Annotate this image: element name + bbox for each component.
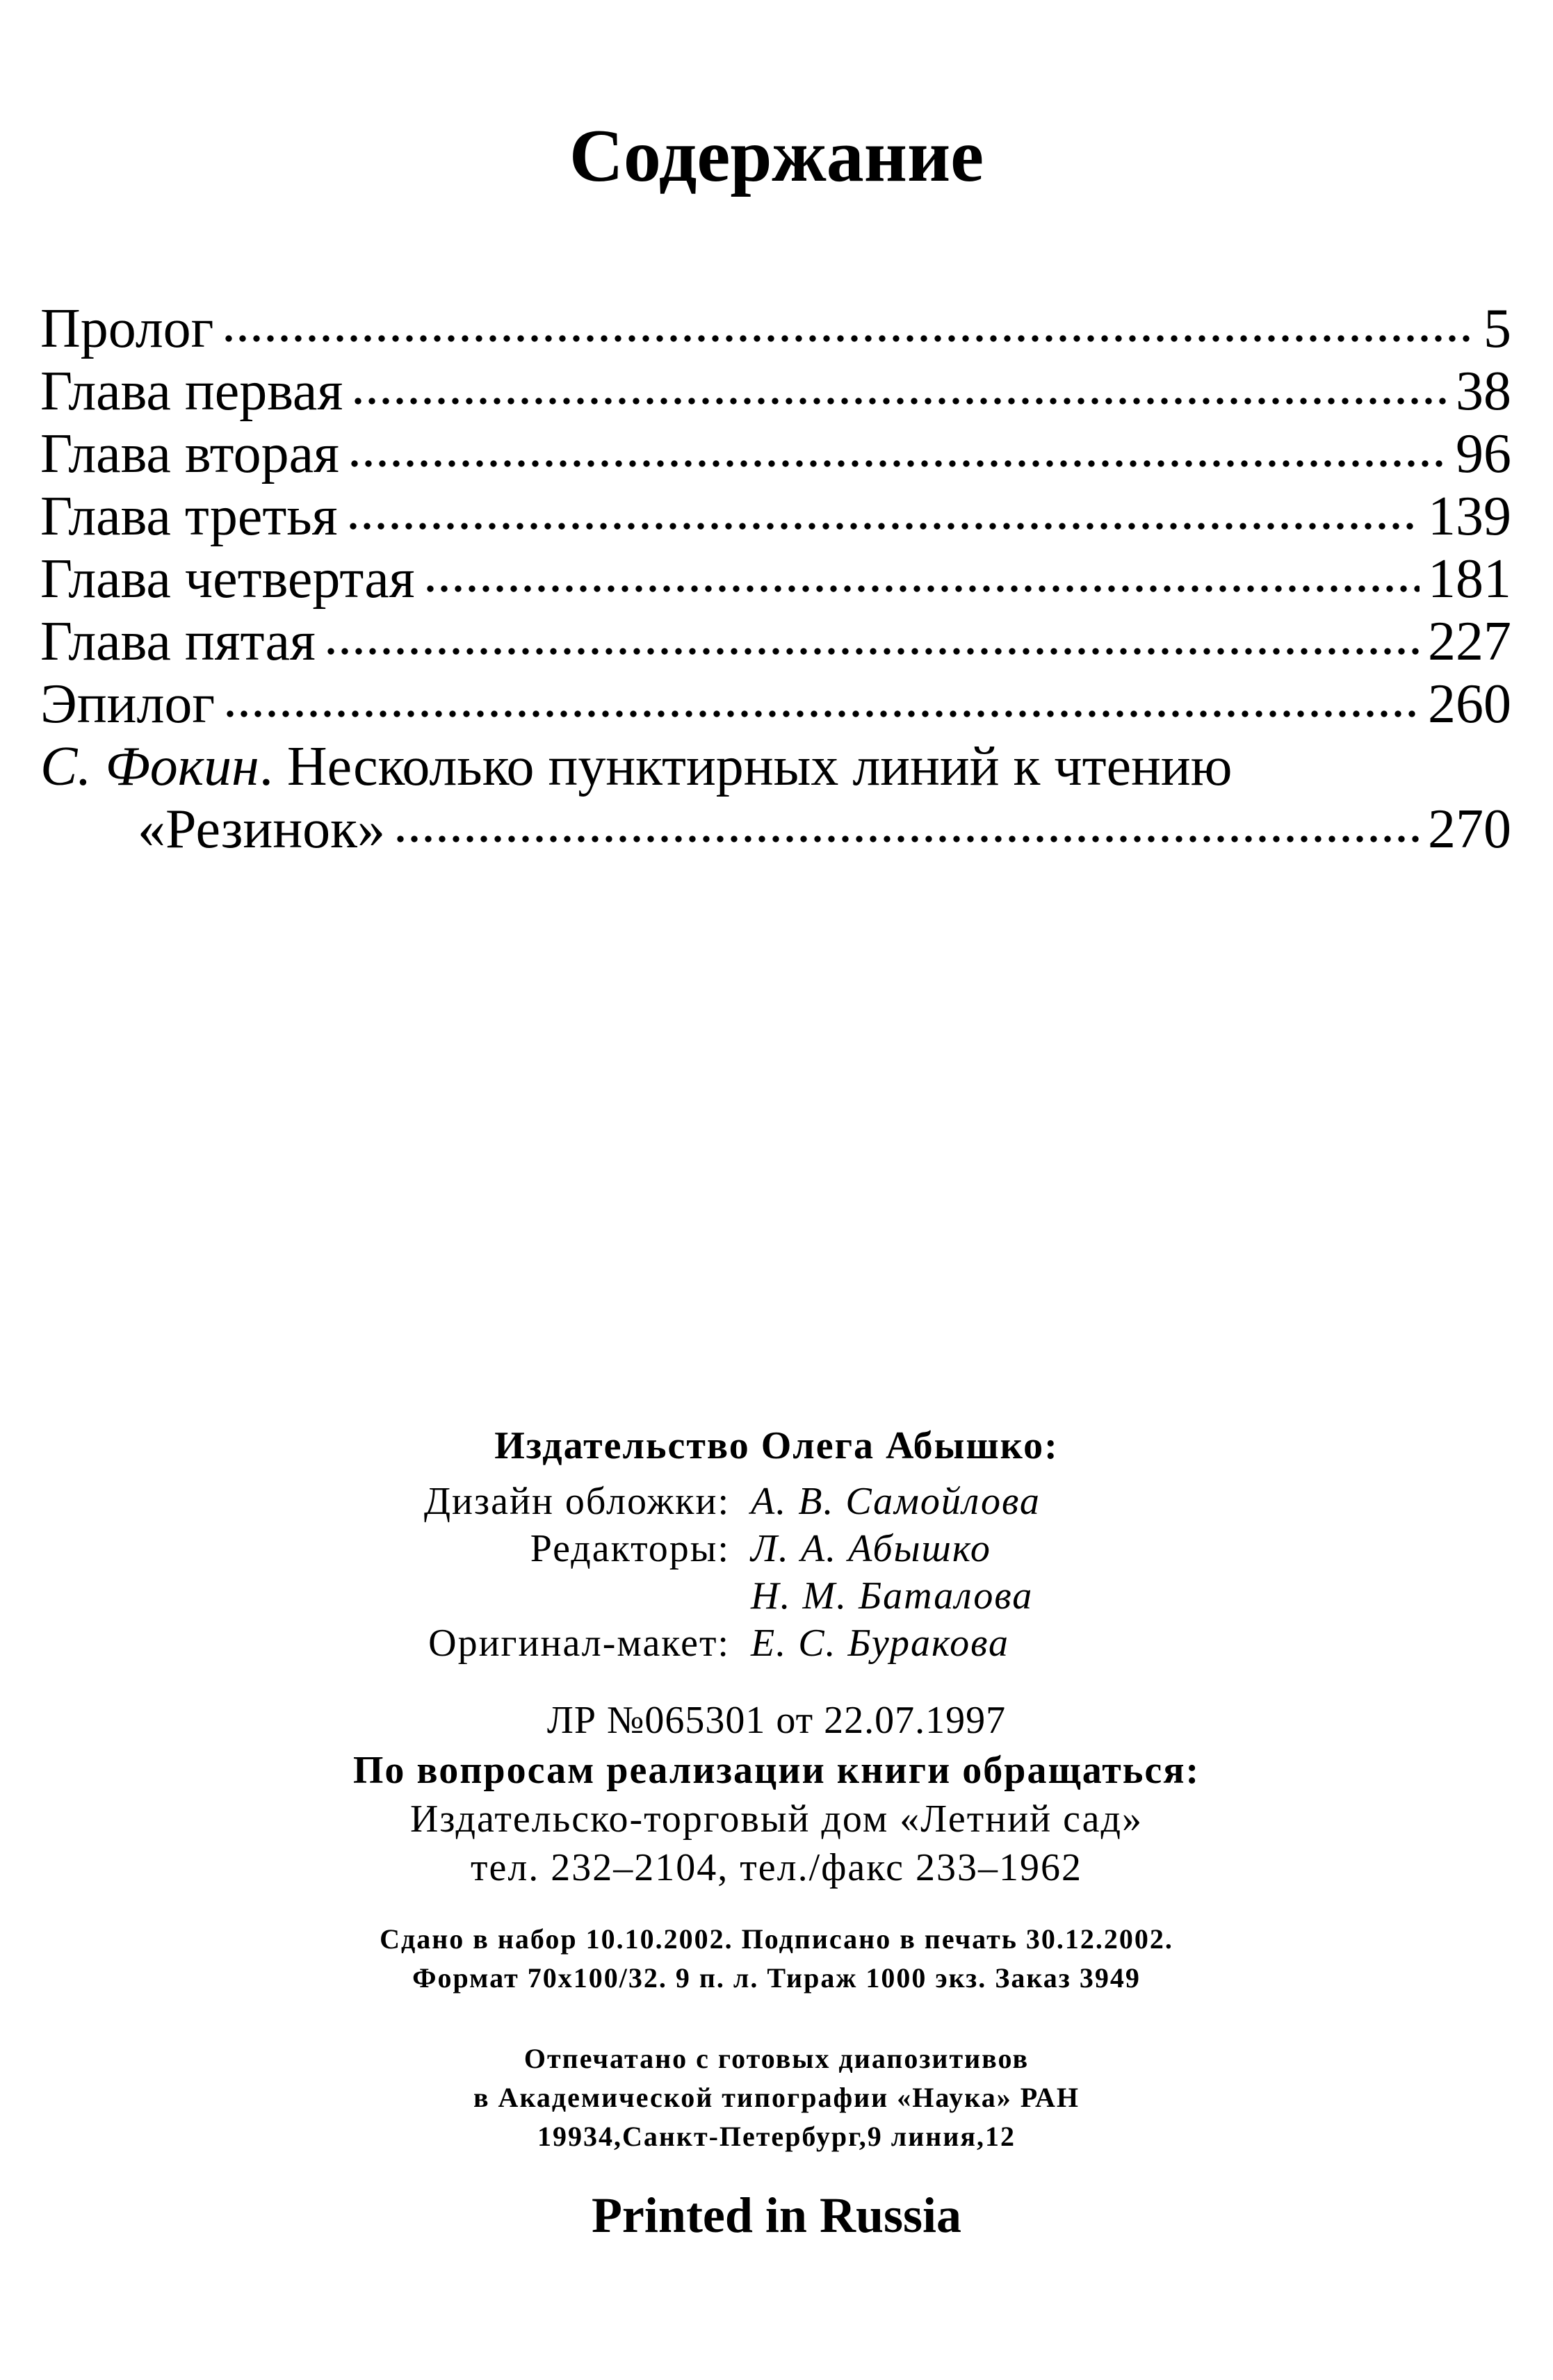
credit-row: [0, 1525, 1553, 1572]
printer-line: в Академической типографии «Наука» РАН: [473, 2082, 1080, 2113]
print-info: [0, 1920, 1553, 1998]
imprint: [0, 1418, 1553, 2247]
sales-heading: По вопросам реализации книги обращаться:: [352, 1749, 1201, 1792]
dot-leader: [393, 833, 1420, 845]
toc-page-number: 227: [1428, 611, 1511, 672]
credit-row: [0, 1572, 1553, 1620]
credit-row: [0, 1478, 1553, 1525]
dot-leader: [346, 520, 1420, 532]
toc-entry: [40, 298, 1511, 360]
page-title: Содержание: [569, 115, 984, 197]
publisher-name: Издательство Олега Абышко:: [494, 1424, 1059, 1467]
credit-role: [0, 1572, 751, 1620]
toc-label: Глава пятая: [40, 611, 316, 672]
print-info-line: Сдано в набор 10.10.2002. Подписано в печать 30.12.2002.: [380, 1923, 1173, 1955]
toc-entry: [40, 360, 1511, 423]
print-info-line: Формат 70x100/32. 9 п. л. Тираж 1000 экз. Заказ 3949: [412, 1962, 1141, 1994]
dot-leader: [222, 332, 1475, 345]
credit-name: Л. А. Абышко: [751, 1527, 991, 1570]
toc-page-number: 38: [1456, 361, 1511, 422]
toc-author: С. Фокин: [40, 736, 259, 797]
toc-page-number: 139: [1428, 486, 1511, 547]
toc-entry: [40, 423, 1511, 485]
toc-label: Глава вторая: [40, 423, 339, 484]
toc-entry: [40, 610, 1511, 673]
credit-role: Редакторы:: [530, 1527, 730, 1570]
toc-label: Глава третья: [40, 486, 338, 547]
credit-role: Дизайн обложки:: [423, 1480, 730, 1523]
license-number: ЛР №065301 от 22.07.1997: [546, 1699, 1007, 1742]
toc-page-number: 270: [1428, 799, 1511, 860]
toc-label: . Несколько пунктирных линий к чтению: [259, 736, 1233, 797]
toc-label: Глава четвертая: [40, 548, 415, 610]
table-of-contents: [40, 298, 1511, 861]
printer-line: Отпечатано с готовых диапозитивов: [523, 2043, 1030, 2074]
dot-leader: [423, 582, 1420, 595]
dot-leader: [351, 395, 1447, 407]
printer-line: 19934,Санкт-Петербург,9 линия,12: [537, 2121, 1016, 2152]
printer-info: [0, 2039, 1553, 2156]
toc-page-number: 181: [1428, 548, 1511, 610]
credit-name: А. В. Самойлова: [751, 1480, 1041, 1523]
toc-label: Глава первая: [40, 361, 343, 422]
toc-label: Эпилог: [40, 674, 216, 735]
toc-entry: [40, 485, 1511, 548]
toc-page-number: 96: [1456, 423, 1511, 484]
toc-label: Пролог: [40, 298, 214, 359]
toc-entry: [40, 548, 1511, 610]
toc-entry-afterword: [40, 735, 1511, 861]
printed-in: Printed in Russia: [591, 2187, 962, 2243]
toc-page-number: 5: [1483, 298, 1511, 359]
dot-leader: [223, 708, 1420, 720]
toc-label-continuation: «Резинок»: [138, 799, 386, 860]
credit-row: [0, 1620, 1553, 1667]
credit-role: Оригинал-макет:: [428, 1622, 730, 1665]
sales-line: тел. 232–2104, тел./факс 233–1962: [471, 1846, 1082, 1889]
toc-entry: [40, 673, 1511, 735]
credits: [0, 1478, 1553, 1667]
dot-leader: [324, 645, 1420, 658]
toc-page-number: 260: [1428, 674, 1511, 735]
dot-leader: [348, 457, 1447, 470]
credit-name: Н. М. Баталова: [751, 1574, 1034, 1617]
sales-line: Издательско-торговый дом «Летний сад»: [409, 1798, 1144, 1841]
credit-name: Е. С. Буракова: [751, 1622, 1010, 1665]
